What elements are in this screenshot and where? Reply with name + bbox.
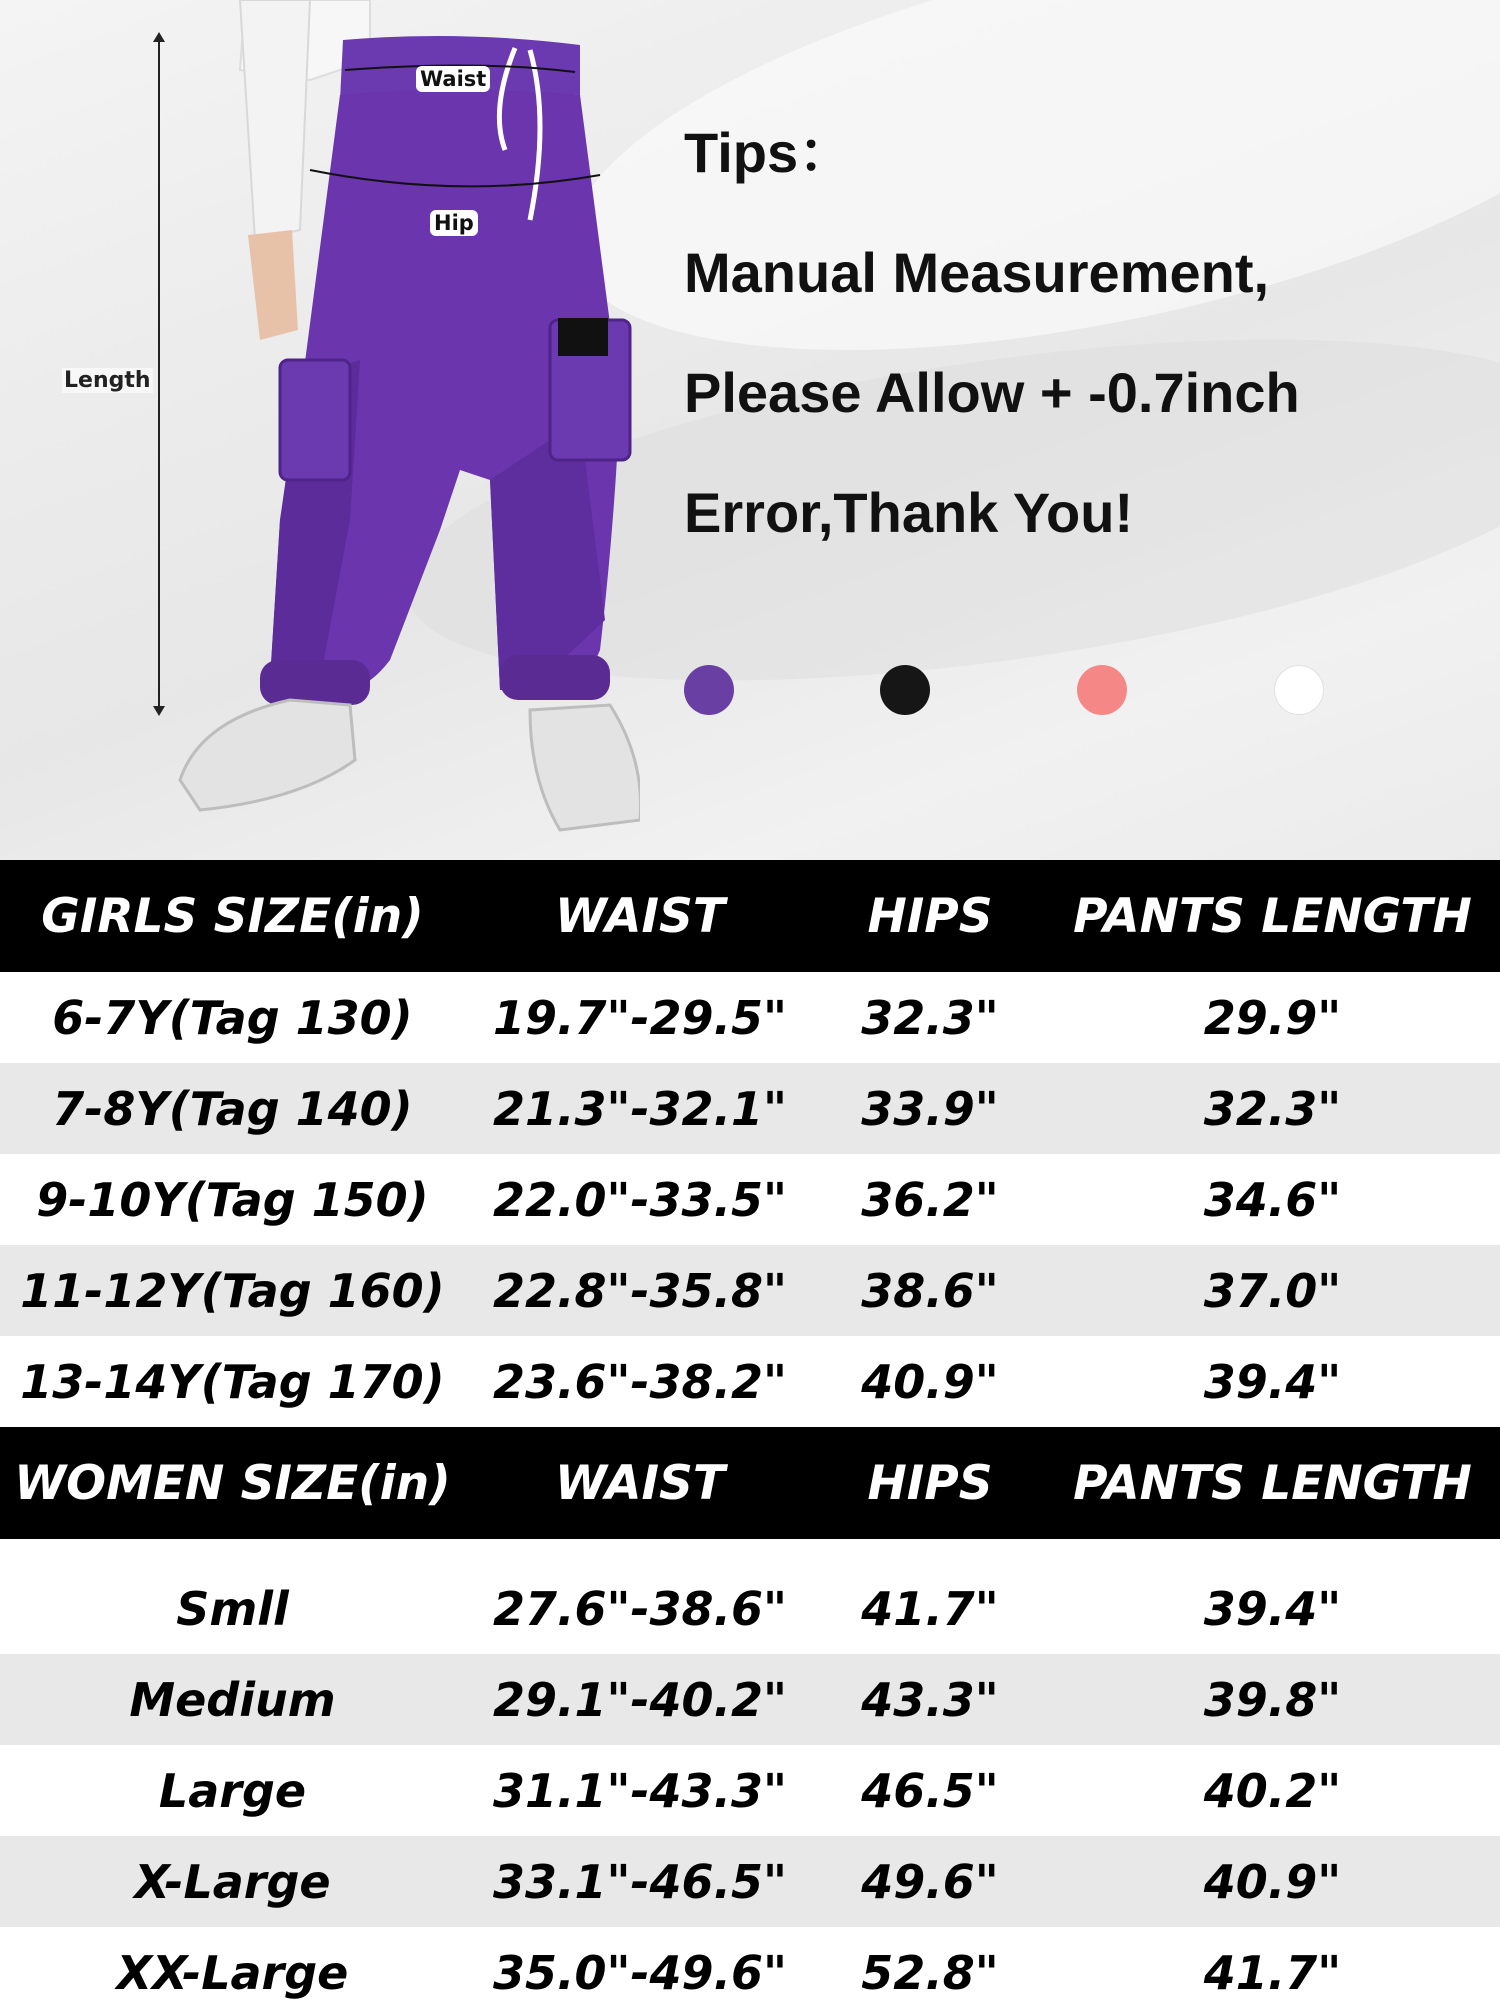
size-cell: X-Large [134, 1854, 331, 1909]
hips-cell: 49.6" [861, 1854, 999, 1909]
length-cell: 39.8" [1203, 1672, 1342, 1727]
women-size-table [0, 1427, 1500, 2000]
header-pants-length: PANTS LENGTH [1073, 888, 1472, 944]
length-cell: 41.7" [1203, 1945, 1342, 2000]
table-header [0, 860, 1500, 972]
table-row [0, 972, 1500, 1063]
table-row [0, 1063, 1500, 1154]
size-cell: XX-Large [116, 1945, 349, 2000]
header-waist: WAIST [555, 1455, 725, 1511]
length-cell: 40.9" [1203, 1854, 1342, 1909]
waist-cell: 22.8"-35.8" [492, 1263, 787, 1318]
table-row [0, 1154, 1500, 1245]
hips-cell: 38.6" [861, 1263, 999, 1318]
length-label: Length [64, 368, 151, 393]
tips-title: Tips： [684, 121, 855, 184]
size-cell: Medium [129, 1672, 336, 1727]
purple-cargo-pants-illustration [60, 0, 640, 860]
waist-cell: 19.7"-29.5" [492, 990, 787, 1045]
hips-cell: 43.3" [861, 1672, 999, 1727]
table-row [0, 1654, 1500, 1745]
length-cell: 39.4" [1203, 1354, 1342, 1409]
table-row [0, 1563, 1500, 1654]
size-cell: Smll [176, 1581, 289, 1636]
waist-cell: 21.3"-32.1" [492, 1081, 787, 1136]
length-cell: 29.9" [1203, 990, 1342, 1045]
hips-cell: 36.2" [861, 1172, 999, 1227]
tips-line: Please Allow + -0.7inch [684, 361, 1300, 424]
table-spacer [0, 1539, 1500, 1563]
waist-cell: 23.6"-38.2" [492, 1354, 787, 1409]
length-cell: 32.3" [1203, 1081, 1342, 1136]
size-cell: 7-8Y(Tag 140) [52, 1081, 413, 1136]
header-size: GIRLS SIZE(in) [41, 888, 424, 944]
length-cell: 39.4" [1203, 1581, 1342, 1636]
table-row [0, 1336, 1500, 1427]
waist-cell: 27.6"-38.6" [492, 1581, 787, 1636]
size-cell: 11-12Y(Tag 160) [20, 1263, 445, 1318]
size-cell: 13-14Y(Tag 170) [20, 1354, 445, 1409]
size-cell: Large [158, 1763, 307, 1818]
girls-size-table [0, 860, 1500, 1427]
length-cell: 34.6" [1203, 1172, 1342, 1227]
hips-cell: 32.3" [861, 990, 999, 1045]
table-row [0, 1745, 1500, 1836]
waist-label: Waist [416, 66, 490, 92]
hips-cell: 52.8" [861, 1945, 999, 2000]
header-hips: HIPS [867, 1455, 993, 1511]
hips-cell: 41.7" [861, 1581, 999, 1636]
header-pants-length: PANTS LENGTH [1073, 1455, 1472, 1511]
table-row [0, 1245, 1500, 1336]
hips-cell: 33.9" [861, 1081, 999, 1136]
length-cell: 40.2" [1203, 1763, 1342, 1818]
header-waist: WAIST [555, 888, 725, 944]
tips-line: Error,Thank You! [684, 481, 1134, 544]
hips-cell: 40.9" [861, 1354, 999, 1409]
black-swatch[interactable] [880, 665, 930, 715]
model-figure [60, 0, 640, 860]
pink-swatch[interactable] [1077, 665, 1127, 715]
header-hips: HIPS [867, 888, 993, 944]
hip-label: Hip [430, 210, 478, 236]
waist-cell: 22.0"-33.5" [492, 1172, 787, 1227]
table-row [0, 1836, 1500, 1927]
waist-cell: 29.1"-40.2" [492, 1672, 787, 1727]
table-row [0, 1927, 1500, 2000]
hero-section [0, 0, 1500, 860]
table-header [0, 1427, 1500, 1539]
length-cell: 37.0" [1203, 1263, 1342, 1318]
purple-swatch[interactable] [684, 665, 734, 715]
hips-cell: 46.5" [861, 1763, 999, 1818]
color-swatches [684, 665, 1344, 717]
length-measure-line [158, 34, 160, 714]
size-cell: 9-10Y(Tag 150) [36, 1172, 429, 1227]
header-size: WOMEN SIZE(in) [14, 1455, 451, 1511]
tips-line: Manual Measurement, [684, 241, 1270, 304]
waist-cell: 35.0"-49.6" [492, 1945, 787, 2000]
waist-cell: 33.1"-46.5" [492, 1854, 787, 1909]
waist-cell: 31.1"-43.3" [492, 1763, 787, 1818]
white-swatch[interactable] [1274, 665, 1324, 715]
tips-text [684, 118, 1484, 598]
size-cell: 6-7Y(Tag 130) [52, 990, 413, 1045]
